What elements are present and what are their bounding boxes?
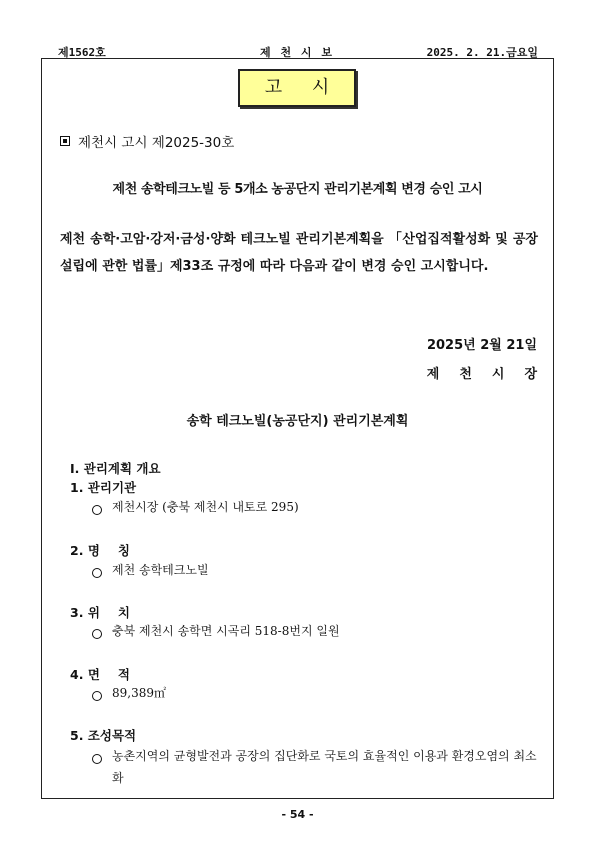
section-item-2 [92,564,209,581]
circle-bullet-icon [92,568,102,578]
section-content-5: 농촌지역의 균형발전과 공장의 집단화로 국토의 효율적인 이용과 환경오염의 최소화 [112,749,537,785]
section-content-1: 제천시장 (충북 제천시 내토로 295) [112,500,299,514]
publication-name: 제 천 시 보 [260,46,335,59]
notice-number: 제천시 고시 제2025-30호 [78,135,235,151]
section-word-3: 위치 [87,605,148,620]
section-content-3: 충북 제천시 송학면 시곡리 518-8번지 일원 [112,624,340,638]
section-content-4: 89,389㎡ [112,686,166,700]
section-heading-5: 5. 조성목적 [70,728,137,743]
issued-date: 2025년 2월 21일 [426,338,537,353]
notice-number-line [60,131,234,151]
section-heading-3 [70,603,148,621]
section-item-4 [92,687,166,704]
section-number-4: 4. [70,667,84,682]
section-item-1 [92,501,299,518]
publication-date: 2025. 2. 21.금요일 [426,46,538,59]
notice-title: 제천 송학테크노빌 등 5개소 농공단지 관리기본계획 변경 승인 고시 [112,182,483,197]
filled-square-icon [60,136,70,146]
circle-bullet-icon [92,629,102,639]
section-number-2: 2. [70,543,84,558]
intro-paragraph: 제천 송학·고암·강저·금성·양화 테크노빌 관리기본계획을 「산업집적활성화 및 공장설립에 관한 법률」제33조 규정에 따라 다음과 같이 변경 승인 고시합니다. [60,232,538,274]
circle-bullet-icon [92,505,102,515]
issuer: 제천시장 [426,367,557,382]
section-heading-4 [70,665,148,683]
section-word-2: 명칭 [87,543,148,558]
outline-heading: Ⅰ. 관리계획 개요 [70,461,161,476]
section-item-3 [92,625,340,642]
plan-title: 송학 테크노빌(농공단지) 관리기본계획 [186,414,409,429]
section-word-4: 면적 [87,667,148,682]
section-content-2: 제천 송학테크노빌 [112,563,209,577]
notice-badge: 고 시 [238,69,356,107]
page-number: - 54 - [281,808,314,821]
circle-bullet-icon [92,754,102,764]
circle-bullet-icon [92,691,102,701]
section-heading-2 [70,541,148,559]
issue-number: 제1562호 [58,46,106,59]
section-number-3: 3. [70,605,84,620]
section-item-5 [92,750,540,789]
section-heading-1: 1. 관리기관 [70,480,137,495]
